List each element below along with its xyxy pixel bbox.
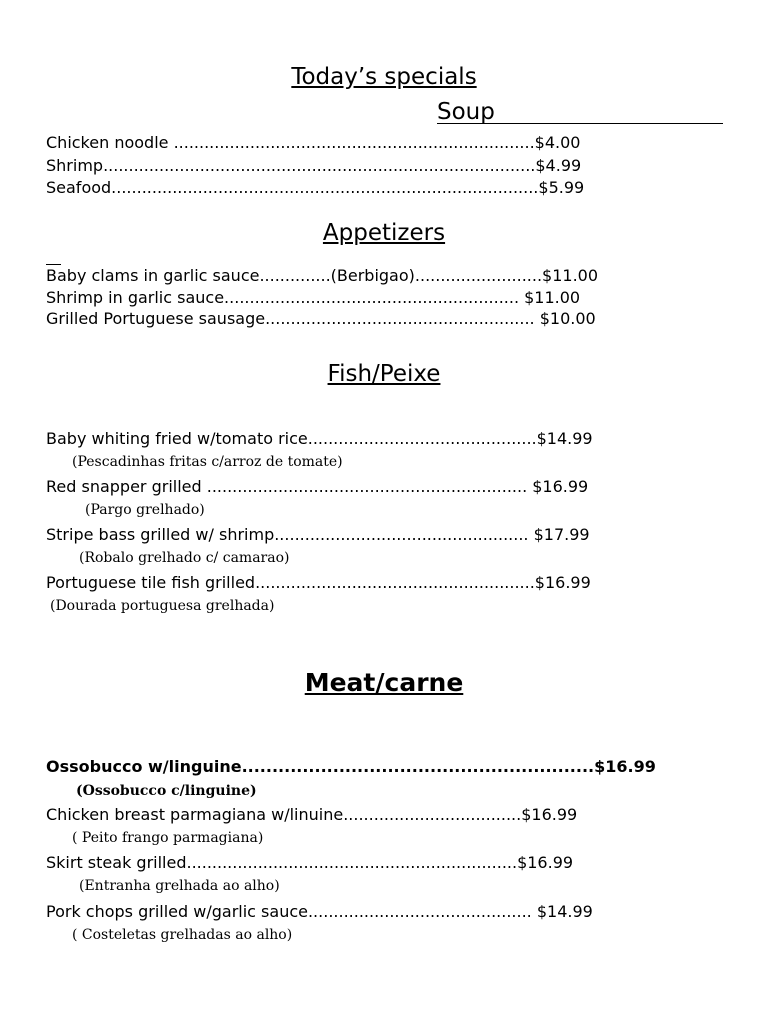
menu-item-translation: ( Costeletas grelhadas ao alho) — [72, 927, 293, 943]
menu-item-translation: (Pargo grelhado) — [85, 502, 205, 518]
menu-item-translation: (Dourada portuguesa grelhada) — [50, 598, 275, 614]
menu-item-ossobucco: Ossobucco w/linguine..........................................................$16.99 — [46, 757, 656, 776]
appetizers-heading: Appetizers — [322, 220, 446, 246]
menu-item-portuguese-sausage: Grilled Portuguese sausage..................................................... $10.00 — [46, 309, 596, 328]
meat-heading: Meat/carne — [304, 668, 464, 697]
menu-item-translation: ( Peito frango parmagiana) — [72, 830, 264, 846]
menu-item-chicken-noodle: Chicken noodle .......................................................................$4.00 — [46, 133, 581, 152]
fish-heading: Fish/Peixe — [327, 361, 441, 387]
menu-item-translation: (Ossobucco c/linguine) — [76, 783, 257, 799]
menu-item-shrimp-garlic: Shrimp in garlic sauce.......................................................... $11.00 — [46, 288, 581, 307]
menu-item-baby-clams: Baby clams in garlic sauce..............(Berbigao).........................$11.00 — [46, 266, 599, 285]
menu-item-skirt-steak: Skirt steak grilled.................................................................$16.99 — [46, 853, 574, 872]
menu-item-seafood-soup: Seafood....................................................................................$5.99 — [46, 178, 585, 197]
menu-item-translation: (Robalo grelhado c/ camarao) — [79, 550, 290, 566]
menu-item-tile-fish: Portuguese tile fish grilled.......................................................$16.99 — [46, 573, 591, 592]
menu-item-stripe-bass: Stripe bass grilled w/ shrimp.................................................. $17.99 — [46, 525, 590, 544]
menu-item-pork-chops: Pork chops grilled w/garlic sauce............................................ $14.99 — [46, 902, 593, 921]
soup-heading-underline — [437, 123, 723, 124]
menu-item-shrimp-soup: Shrimp.....................................................................................$4.99 — [46, 156, 582, 175]
menu-item-red-snapper: Red snapper grilled ............................................................... $16.99 — [46, 477, 589, 496]
page-title: Today’s specials — [291, 64, 477, 90]
menu-item-translation: (Entranha grelhada ao alho) — [79, 878, 280, 894]
menu-item-baby-whiting: Baby whiting fried w/tomato rice.............................................$14.99 — [46, 429, 593, 448]
overline-mark — [46, 264, 61, 265]
soup-heading: Soup — [437, 99, 495, 125]
menu-item-chicken-parmagiana: Chicken breast parmagiana w/linuine...................................$16.99 — [46, 805, 578, 824]
menu-item-translation: (Pescadinhas fritas c/arroz de tomate) — [72, 454, 343, 470]
